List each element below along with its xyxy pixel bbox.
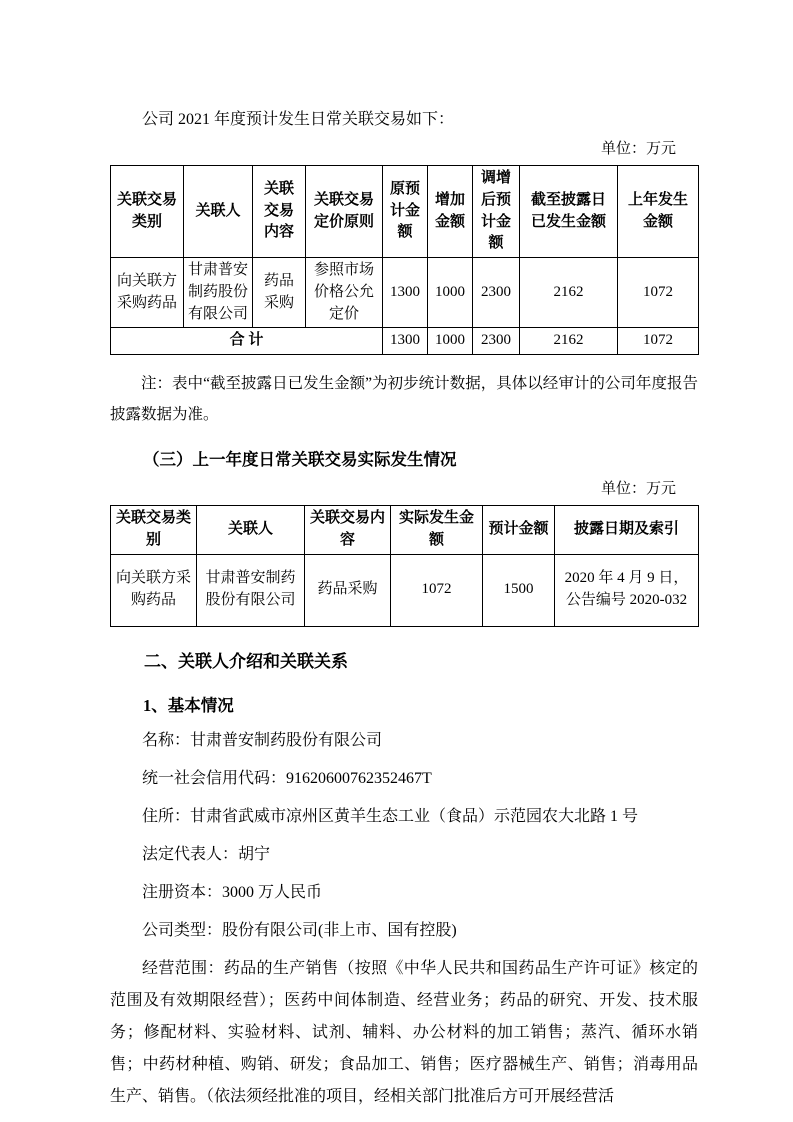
table2-data-row <box>111 554 699 626</box>
table2-header-disclosure: 披露日期及索引 <box>555 506 699 555</box>
table1-data-row <box>111 258 699 328</box>
table-cell-total-lastyear: 1072 <box>618 328 699 355</box>
table-cell-total-increase: 1000 <box>428 328 473 355</box>
table1-header-party: 关联人 <box>184 166 253 258</box>
table1-header-increase-amount: 增加金额 <box>428 166 473 258</box>
table2-header-row <box>111 506 699 555</box>
table1-header-occurred-amount: 截至披露日已发生金额 <box>520 166 618 258</box>
table-cell-original-amount: 1300 <box>383 258 428 328</box>
info-company-type: 公司类型：股份有限公司(非上市、国有控股) <box>142 922 457 940</box>
table-cell-party: 甘肃普安制药股份有限公司 <box>184 258 253 328</box>
unit-label-1: 单位：万元 <box>600 141 676 157</box>
unit-label-2: 单位：万元 <box>600 481 676 497</box>
info-company-name: 名称：甘肃普安制药股份有限公司 <box>142 732 383 750</box>
table-cell-total-original: 1300 <box>383 328 428 355</box>
table1-header-category: 关联交易类别 <box>111 166 184 258</box>
table1-header-lastyear-amount: 上年发生金额 <box>618 166 699 258</box>
info-business-scope: 经营范围：药品的生产销售（按照《中华人民共和国药品生产许可证》核定的范围及有效期限经营）；医药中间体制造、经营业务；药品的研究、开发、技术服务；修配材料、实验材料、试剂、辅料、办公材料的加工销售；蒸汽、循环水销售；中药材种植、购销、研发；食品加工、销售；医疗器械生产、销售；消毒用品生产、销售。（依法须经批准的项目，经相关部门批准后方可开展经营活 <box>110 960 698 1106</box>
table-cell-content: 药品采购 <box>305 554 391 626</box>
table-cell-expected-amount: 1500 <box>483 554 555 626</box>
table-cell-content: 药品采购 <box>253 258 306 328</box>
table-note: 注：表中“截至披露日已发生金额”为初步统计数据，具体以经审计的公司年度报告披露数据为准。 <box>110 375 698 423</box>
table2-header-expected-amount: 预计金额 <box>483 506 555 555</box>
table1-header-original-amount: 原预计金额 <box>383 166 428 258</box>
annual-transactions-table <box>110 165 699 355</box>
table-cell-disclosure: 2020 年 4 月 9 日，公告编号 2020-032 <box>555 554 699 626</box>
section2-heading: 二、关联人介绍和关联关系 <box>144 651 348 671</box>
table-cell-occurred-amount: 2162 <box>520 258 618 328</box>
intro-paragraph: 公司 2021 年度预计发生日常关联交易如下： <box>142 111 455 128</box>
table-cell-category: 向关联方采购药品 <box>111 258 184 328</box>
table1-total-row <box>111 328 699 355</box>
table2-header-actual-amount: 实际发生金额 <box>391 506 483 555</box>
table-cell-increase-amount: 1000 <box>428 258 473 328</box>
section3-heading: （三）上一年度日常关联交易实际发生情况 <box>143 450 457 469</box>
table-cell-total-label: 合 计 <box>111 328 383 355</box>
table-cell-category: 向关联方采购药品 <box>111 554 197 626</box>
table1-header-row <box>111 166 699 258</box>
info-address: 住所：甘肃省武威市凉州区黄羊生态工业（食品）示范园农大北路 1 号 <box>142 808 639 826</box>
table-cell-party: 甘肃普安制药股份有限公司 <box>197 554 305 626</box>
table2-header-party: 关联人 <box>197 506 305 555</box>
info-credit-code: 统一社会信用代码：91620600762352467T <box>142 770 432 788</box>
table-cell-total-occurred: 2162 <box>520 328 618 355</box>
table-cell-total-adjusted: 2300 <box>473 328 520 355</box>
info-registered-capital: 注册资本：3000 万人民币 <box>142 884 323 902</box>
table-cell-actual-amount: 1072 <box>391 554 483 626</box>
table-cell-adjusted-amount: 2300 <box>473 258 520 328</box>
table1-header-pricing: 关联交易定价原则 <box>306 166 383 258</box>
basic-info-block <box>110 725 698 1113</box>
sub1-heading: 1、基本情况 <box>143 695 234 715</box>
table1-header-adjusted-amount: 调增后预计金额 <box>473 166 520 258</box>
table2-header-category: 关联交易类别 <box>111 506 197 555</box>
info-legal-representative: 法定代表人：胡宁 <box>142 846 271 864</box>
table2-header-content: 关联交易内容 <box>305 506 391 555</box>
table1-header-content: 关联交易内容 <box>253 166 306 258</box>
previous-year-transactions-table <box>110 505 699 627</box>
table-cell-pricing: 参照市场价格公允定价 <box>306 258 383 328</box>
table-cell-lastyear-amount: 1072 <box>618 258 699 328</box>
